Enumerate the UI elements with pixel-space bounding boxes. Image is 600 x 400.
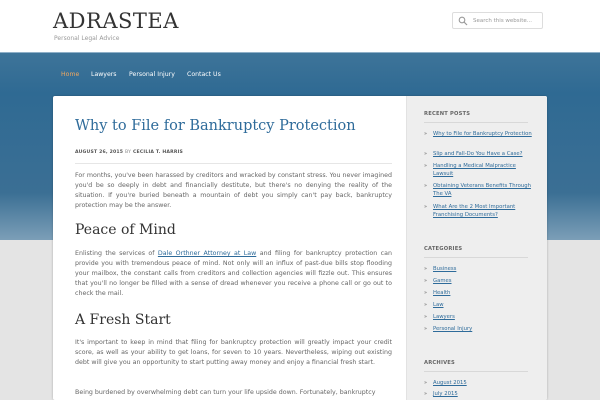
nav-personal-injury[interactable]: Personal Injury (129, 71, 175, 78)
arrow-icon: » (424, 326, 428, 332)
widget-divider (424, 122, 528, 123)
categories-title: CATEGORIES (424, 246, 463, 252)
nav-contact-us[interactable]: Contact Us (187, 71, 221, 78)
arrow-icon: » (424, 314, 428, 320)
recent-posts-title: RECENT POSTS (424, 111, 471, 117)
recent-post-label[interactable]: Slip and Fall-Do You Have a Case? (433, 151, 523, 157)
section-paragraph-fresh-start: It's important to keep in mind that filing for bankruptcy protection will greatly impact your credit score, as well as your ability to get loans, for seven to 10 years. Nevertheless, wiping out existing debt will give you an opportunity to start putting away money and enjoy a financial fresh start. (75, 339, 392, 366)
arrow-icon: » (424, 290, 428, 296)
attorney-link[interactable]: Dale Orthner Attorney at Law (157, 250, 257, 257)
site-header (0, 0, 600, 52)
archive-label[interactable]: July 2015 (433, 391, 458, 397)
category-label[interactable]: Games (433, 278, 452, 284)
arrow-icon: » (424, 278, 428, 284)
search-input[interactable] (473, 14, 541, 27)
site-description: Personal Legal Advice (54, 35, 120, 42)
section-heading-peace-of-mind: Peace of Mind (75, 222, 176, 238)
category-label[interactable]: Lawyers (433, 314, 455, 320)
arrow-icon: » (424, 151, 428, 157)
recent-post-label[interactable]: Handling a Medical Malpractice Lawsuit (433, 163, 516, 177)
post-date: AUGUST 26, 2015 (75, 150, 124, 155)
section-text: Enlisting the services of (75, 250, 158, 257)
nav-home[interactable]: Home (61, 71, 80, 78)
site-title[interactable]: ADRASTEA (53, 9, 179, 33)
widget-divider (424, 257, 528, 258)
search-icon[interactable] (458, 16, 468, 26)
post-title[interactable]: Why to File for Bankruptcy Protection (75, 118, 356, 134)
sidebar (406, 96, 547, 400)
post-by: BY (125, 150, 132, 155)
category-label[interactable]: Law (433, 302, 444, 308)
section-paragraph-peace (75, 249, 392, 299)
widget-divider (424, 371, 528, 372)
category-label[interactable]: Business (433, 266, 457, 272)
nav-lawyers[interactable]: Lawyers (91, 71, 117, 78)
section-heading-fresh-start: A Fresh Start (75, 312, 171, 328)
arrow-icon: » (424, 163, 428, 169)
section-text: and filing for bankruptcy protection can provide you with tremendous peace of mind. Not only will an influx of past-due bills stop flooding your mailbox, the constant calls from creditors and collection agencies will fizzle out. This ensures that you'll no longer be filled with a sense of dread whenever you receive a phone call or go out to check the mail. (75, 250, 392, 297)
post-author[interactable]: CECILIA T. HARRIS (132, 150, 184, 155)
category-label[interactable]: Health (433, 290, 451, 296)
post-meta (75, 150, 183, 155)
recent-post-label[interactable]: Why to File for Bankruptcy Protection (433, 131, 532, 137)
arrow-icon: » (424, 391, 428, 397)
category-label[interactable]: Personal Injury (433, 326, 473, 332)
arrow-icon: » (424, 266, 428, 272)
archives-title: ARCHIVES (424, 360, 455, 366)
recent-post-label[interactable]: What Are the 2 Most Important Franchising Documents? (433, 204, 516, 218)
arrow-icon: » (424, 131, 428, 137)
divider (75, 163, 392, 164)
recent-post-label[interactable]: Obtaining Veterans Benefits Through The VA (433, 183, 531, 197)
search-box[interactable] (452, 12, 543, 29)
post-intro: For months, you've been harassed by creditors and wracked by constant stress. You never imagined you'd be so deeply in debt and financially destitute, but there's no denying the reality of the situation. If you're buried beneath a mountain of debt you simply can't pay back, bankruptcy protection may be the answer. (75, 172, 392, 209)
arrow-icon: » (424, 204, 428, 210)
arrow-icon: » (424, 183, 428, 189)
content-area (53, 96, 547, 400)
arrow-icon: » (424, 302, 428, 308)
archive-label[interactable]: August 2015 (433, 380, 467, 386)
section-paragraph-burdened: Being burdened by overwhelming debt can turn your life upside down. Fortunately, bankruptcy (75, 389, 376, 396)
arrow-icon: » (424, 380, 428, 386)
